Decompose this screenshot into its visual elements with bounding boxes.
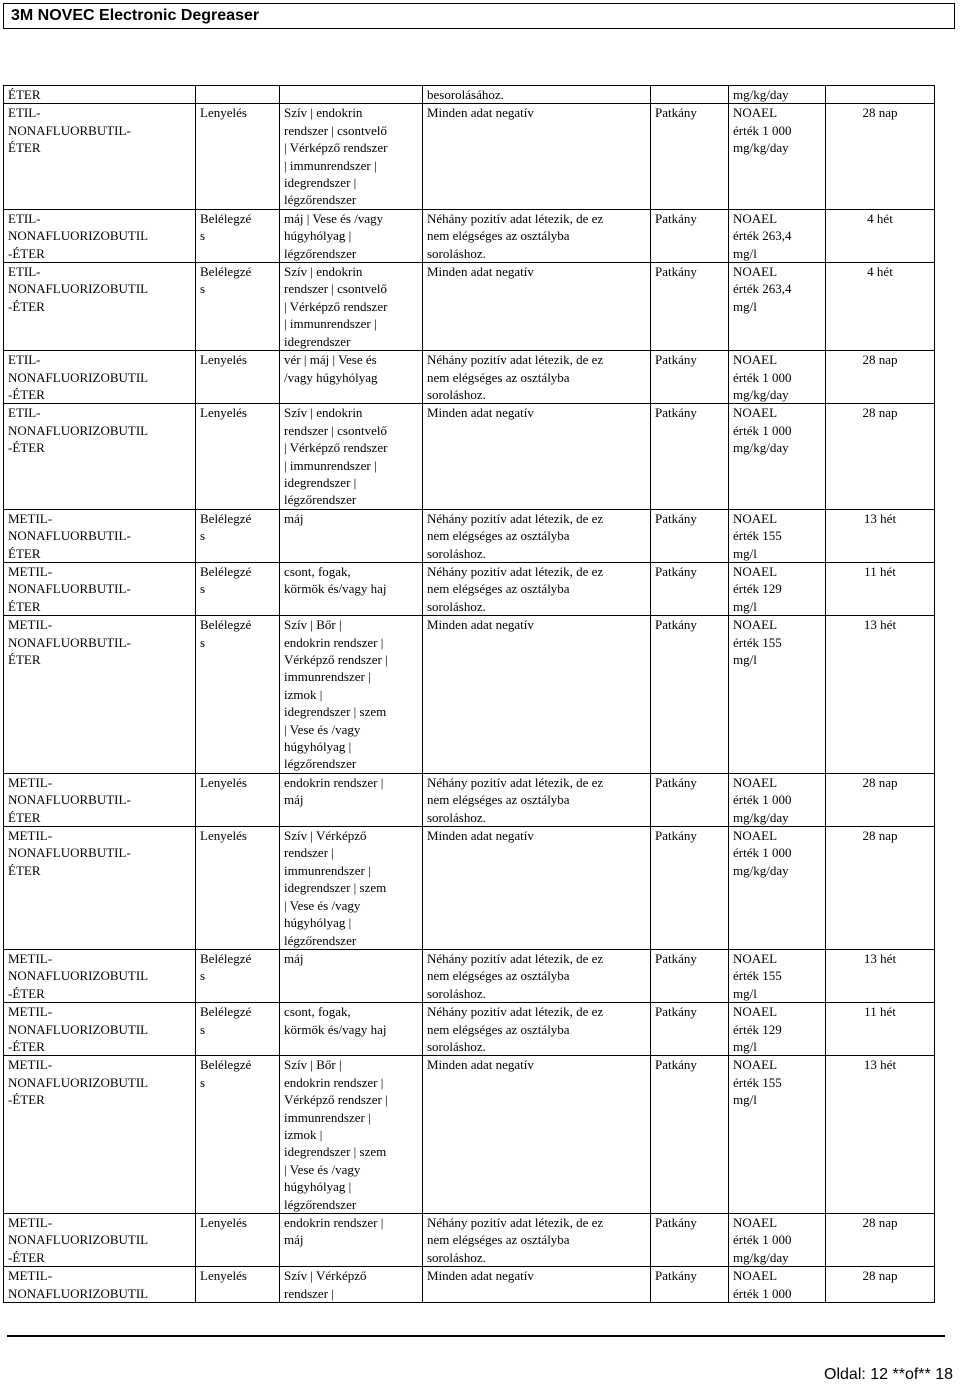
target-organ-cell	[280, 86, 423, 104]
route-cell: Lenyelés	[196, 1267, 280, 1303]
exposure-period-cell: 11 hét	[826, 1003, 935, 1056]
species-cell: Patkány	[651, 616, 729, 774]
target-organ-cell: Szív | endokrin rendszer | csontvelő | Vérképző rendszer | immunrendszer | idegrendszer	[280, 263, 423, 351]
target-organ-cell: Szív | endokrin rendszer | csontvelő | Vérképző rendszer | immunrendszer | idegrendszer | légzőrendszer	[280, 404, 423, 509]
exposure-period-cell: 28 nap	[826, 104, 935, 209]
route-cell: Lenyelés	[196, 773, 280, 826]
table-row	[4, 1056, 935, 1214]
result-cell: Minden adat negatív	[423, 404, 651, 509]
species-cell: Patkány	[651, 104, 729, 209]
table-row	[4, 263, 935, 351]
exposure-period-cell: 13 hét	[826, 949, 935, 1002]
exposure-period-cell: 28 nap	[826, 1267, 935, 1303]
result-cell: Minden adat negatív	[423, 1267, 651, 1303]
value-cell: NOAEL érték 155 mg/l	[729, 509, 826, 562]
route-cell: Belélegzé s	[196, 1056, 280, 1214]
table-row	[4, 509, 935, 562]
route-cell: Lenyelés	[196, 404, 280, 509]
substance-cell: ÉTER	[4, 86, 196, 104]
exposure-period-cell: 13 hét	[826, 1056, 935, 1214]
value-cell: NOAEL érték 1 000 mg/kg/day	[729, 1214, 826, 1267]
result-cell: Néhány pozitív adat létezik, de ez nem elégséges az osztályba soroláshoz.	[423, 562, 651, 615]
species-cell: Patkány	[651, 1214, 729, 1267]
route-cell: Belélegzé s	[196, 263, 280, 351]
target-organ-cell: csont, fogak, körmök és/vagy haj	[280, 562, 423, 615]
species-cell	[651, 86, 729, 104]
substance-cell: METIL- NONAFLUORBUTIL- ÉTER	[4, 773, 196, 826]
target-organ-cell: Szív | endokrin rendszer | csontvelő | Vérképző rendszer | immunrendszer | idegrendszer | légzőrendszer	[280, 104, 423, 209]
exposure-period-cell: 28 nap	[826, 351, 935, 404]
value-cell: NOAEL érték 155 mg/l	[729, 1056, 826, 1214]
table-row	[4, 1267, 935, 1303]
species-cell: Patkány	[651, 1267, 729, 1303]
target-organ-cell: Szív | Vérképző rendszer | immunrendszer | idegrendszer | szem | Vese és /vagy húgyhólyag | légzőrendszer	[280, 827, 423, 950]
value-cell: NOAEL érték 1 000 mg/kg/day	[729, 773, 826, 826]
species-cell: Patkány	[651, 949, 729, 1002]
page-number: Oldal: 12 **of** 18	[824, 1366, 953, 1383]
table-row	[4, 404, 935, 509]
species-cell: Patkány	[651, 351, 729, 404]
species-cell: Patkány	[651, 509, 729, 562]
route-cell	[196, 86, 280, 104]
result-cell: Néhány pozitív adat létezik, de ez nem elégséges az osztályba soroláshoz.	[423, 351, 651, 404]
species-cell: Patkány	[651, 827, 729, 950]
substance-cell: ETIL- NONAFLUORBUTIL- ÉTER	[4, 104, 196, 209]
target-organ-cell: vér | máj | Vese és /vagy húgyhólyag	[280, 351, 423, 404]
value-cell: NOAEL érték 1 000 mg/kg/day	[729, 827, 826, 950]
route-cell: Belélegzé s	[196, 509, 280, 562]
exposure-period-cell: 28 nap	[826, 827, 935, 950]
result-cell: Néhány pozitív adat létezik, de ez nem elégséges az osztályba soroláshoz.	[423, 1003, 651, 1056]
footer-rule	[7, 1335, 945, 1337]
target-organ-cell: máj	[280, 949, 423, 1002]
exposure-period-cell: 13 hét	[826, 616, 935, 774]
exposure-period-cell	[826, 86, 935, 104]
table-row	[4, 209, 935, 262]
species-cell: Patkány	[651, 1003, 729, 1056]
route-cell: Belélegzé s	[196, 209, 280, 262]
target-organ-cell: csont, fogak, körmök és/vagy haj	[280, 1003, 423, 1056]
substance-cell: METIL- NONAFLUORIZOBUTIL -ÉTER	[4, 949, 196, 1002]
route-cell: Lenyelés	[196, 1214, 280, 1267]
substance-cell: METIL- NONAFLUORBUTIL- ÉTER	[4, 616, 196, 774]
route-cell: Belélegzé s	[196, 949, 280, 1002]
species-cell: Patkány	[651, 209, 729, 262]
exposure-period-cell: 11 hét	[826, 562, 935, 615]
species-cell: Patkány	[651, 773, 729, 826]
value-cell: NOAEL érték 1 000 mg/kg/day	[729, 351, 826, 404]
substance-cell: ETIL- NONAFLUORIZOBUTIL -ÉTER	[4, 263, 196, 351]
exposure-period-cell: 13 hét	[826, 509, 935, 562]
substance-cell: METIL- NONAFLUORIZOBUTIL -ÉTER	[4, 1003, 196, 1056]
substance-cell: ETIL- NONAFLUORIZOBUTIL -ÉTER	[4, 351, 196, 404]
result-cell: Néhány pozitív adat létezik, de ez nem elégséges az osztályba soroláshoz.	[423, 1214, 651, 1267]
substance-cell: ETIL- NONAFLUORIZOBUTIL -ÉTER	[4, 209, 196, 262]
table-row	[4, 1214, 935, 1267]
value-cell: NOAEL érték 129 mg/l	[729, 562, 826, 615]
substance-cell: ETIL- NONAFLUORIZOBUTIL -ÉTER	[4, 404, 196, 509]
substance-cell: METIL- NONAFLUORBUTIL- ÉTER	[4, 562, 196, 615]
species-cell: Patkány	[651, 1056, 729, 1214]
species-cell: Patkány	[651, 562, 729, 615]
value-cell: NOAEL érték 1 000 mg/kg/day	[729, 104, 826, 209]
table-row	[4, 773, 935, 826]
species-cell: Patkány	[651, 404, 729, 509]
exposure-period-cell: 28 nap	[826, 404, 935, 509]
toxicity-table	[3, 85, 935, 1303]
value-cell: NOAEL érték 1 000	[729, 1267, 826, 1303]
result-cell: Néhány pozitív adat létezik, de ez nem elégséges az osztályba soroláshoz.	[423, 509, 651, 562]
target-organ-cell: máj	[280, 509, 423, 562]
result-cell: Minden adat negatív	[423, 1056, 651, 1214]
document-header	[3, 3, 955, 29]
target-organ-cell: Szív | Vérképző rendszer |	[280, 1267, 423, 1303]
target-organ-cell: Szív | Bőr | endokrin rendszer | Vérképző rendszer | immunrendszer | izmok | idegrendszer | szem | Vese és /vagy húgyhólyag | légzőrendszer	[280, 616, 423, 774]
substance-cell: METIL- NONAFLUORBUTIL- ÉTER	[4, 509, 196, 562]
table-row	[4, 104, 935, 209]
target-organ-cell: endokrin rendszer | máj	[280, 773, 423, 826]
value-cell: NOAEL érték 155 mg/l	[729, 949, 826, 1002]
table-row	[4, 1003, 935, 1056]
result-cell: Minden adat negatív	[423, 263, 651, 351]
value-cell: NOAEL érték 129 mg/l	[729, 1003, 826, 1056]
result-cell: Néhány pozitív adat létezik, de ez nem elégséges az osztályba soroláshoz.	[423, 949, 651, 1002]
table-row	[4, 616, 935, 774]
value-cell: mg/kg/day	[729, 86, 826, 104]
table-row	[4, 562, 935, 615]
value-cell: NOAEL érték 263,4 mg/l	[729, 209, 826, 262]
result-cell: Néhány pozitív adat létezik, de ez nem elégséges az osztályba soroláshoz.	[423, 209, 651, 262]
table-row	[4, 949, 935, 1002]
target-organ-cell: máj | Vese és /vagy húgyhólyag | légzőrendszer	[280, 209, 423, 262]
exposure-period-cell: 28 nap	[826, 1214, 935, 1267]
route-cell: Lenyelés	[196, 827, 280, 950]
target-organ-cell: Szív | Bőr | endokrin rendszer | Vérképző rendszer | immunrendszer | izmok | idegrendszer | szem | Vese és /vagy húgyhólyag | légzőrendszer	[280, 1056, 423, 1214]
route-cell: Belélegzé s	[196, 616, 280, 774]
route-cell: Belélegzé s	[196, 1003, 280, 1056]
substance-cell: METIL- NONAFLUORIZOBUTIL -ÉTER	[4, 1056, 196, 1214]
route-cell: Belélegzé s	[196, 562, 280, 615]
table-row	[4, 827, 935, 950]
target-organ-cell: endokrin rendszer | máj	[280, 1214, 423, 1267]
route-cell: Lenyelés	[196, 104, 280, 209]
species-cell: Patkány	[651, 263, 729, 351]
result-cell: Minden adat negatív	[423, 827, 651, 950]
exposure-period-cell: 4 hét	[826, 263, 935, 351]
result-cell: Minden adat negatív	[423, 104, 651, 209]
value-cell: NOAEL érték 155 mg/l	[729, 616, 826, 774]
table-row	[4, 86, 935, 104]
table-row	[4, 351, 935, 404]
result-cell: Néhány pozitív adat létezik, de ez nem elégséges az osztályba soroláshoz.	[423, 773, 651, 826]
substance-cell: METIL- NONAFLUORIZOBUTIL	[4, 1267, 196, 1303]
document-title: 3M NOVEC Electronic Degreaser	[11, 7, 260, 24]
route-cell: Lenyelés	[196, 351, 280, 404]
result-cell: besorolásához.	[423, 86, 651, 104]
substance-cell: METIL- NONAFLUORBUTIL- ÉTER	[4, 827, 196, 950]
result-cell: Minden adat negatív	[423, 616, 651, 774]
exposure-period-cell: 4 hét	[826, 209, 935, 262]
value-cell: NOAEL érték 263,4 mg/l	[729, 263, 826, 351]
value-cell: NOAEL érték 1 000 mg/kg/day	[729, 404, 826, 509]
exposure-period-cell: 28 nap	[826, 773, 935, 826]
substance-cell: METIL- NONAFLUORIZOBUTIL -ÉTER	[4, 1214, 196, 1267]
